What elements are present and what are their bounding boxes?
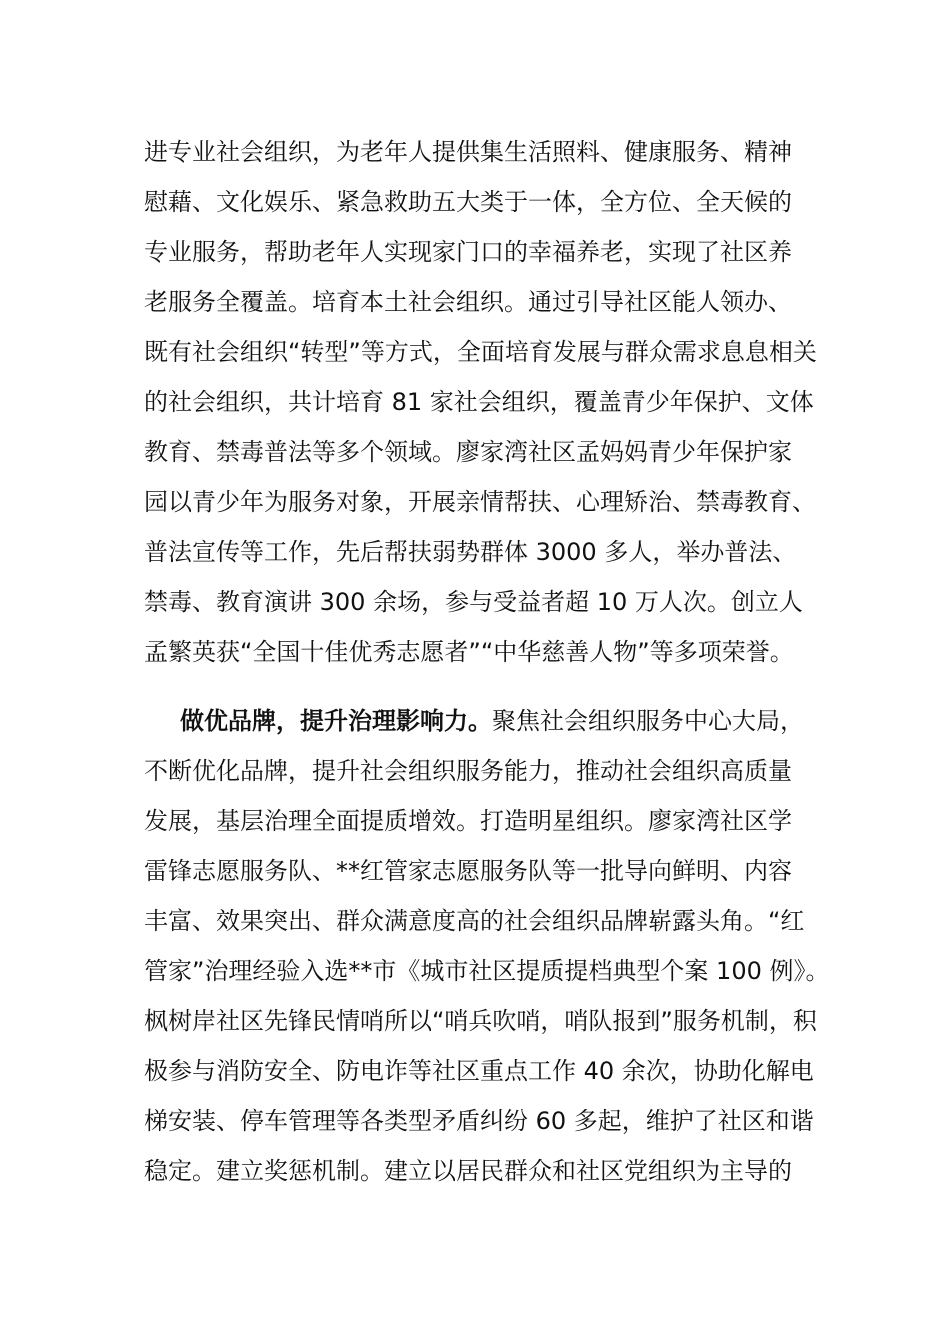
paragraph-1-line-11: 孟繁英获“全国十佳优秀志愿者”“中华慈善人物”等多项荣誉。	[144, 638, 794, 666]
paragraph-2-line-7: 枫树岸社区先锋民情哨所以“哨兵吹哨，哨队报到”服务机制，积	[144, 1007, 817, 1035]
paragraph-2-line-9: 梯安装、停车管理等各类型矛盾纠纷 60 多起，维护了社区和谐	[144, 1107, 814, 1135]
paragraph-1-line-3: 专业服务，帮助老年人实现家门口的幸福养老，实现了社区养	[144, 238, 792, 266]
paragraph-2-line-4: 雷锋志愿服务队、**红管家志愿服务队等一批导向鲜明、内容	[144, 857, 792, 885]
paragraph-1-line-4: 老服务全覆盖。培育本土社会组织。通过引导社区能人领办、	[144, 288, 792, 316]
paragraph-1-line-9: 普法宣传等工作，先后帮扶弱势群体 3000 多人，举办普法、	[144, 538, 797, 566]
paragraph-2-line-6: 管家”治理经验入选**市《城市社区提质提档典型个案 100 例》。	[144, 957, 830, 985]
section-heading: 做优品牌，提升治理影响力。	[180, 707, 492, 735]
paragraph-1-line-5: 既有社会组织“转型”等方式，全面培育发展与群众需求息息相关	[144, 338, 817, 366]
paragraph-2-line-1-text: 聚焦社会组织服务中心大局，	[492, 707, 804, 735]
paragraph-2-line-2: 不断优化品牌，提升社会组织服务能力，推动社会组织高质量	[144, 757, 792, 785]
paragraph-1-line-8: 园以青少年为服务对象，开展亲情帮扶、心理矫治、禁毒教育、	[144, 488, 816, 516]
paragraph-1-line-1: 进专业社会组织，为老年人提供集生活照料、健康服务、精神	[144, 138, 792, 166]
paragraph-1	[144, 127, 824, 677]
paragraph-2	[144, 696, 830, 1196]
paragraph-2-line-10: 稳定。建立奖惩机制。建立以居民群众和社区党组织为主导的	[144, 1157, 792, 1185]
paragraph-2-line-8: 极参与消防安全、防电诈等社区重点工作 40 余次，协助化解电	[144, 1057, 814, 1085]
paragraph-2-line-5: 丰富、效果突出、群众满意度高的社会组织品牌崭露头角。“红	[144, 907, 805, 935]
paragraph-1-line-6: 的社会组织，共计培育 81 家社会组织，覆盖青少年保护、文体	[144, 388, 814, 416]
paragraph-1-line-2: 慰藉、文化娱乐、紧急救助五大类于一体，全方位、全天候的	[144, 188, 792, 216]
paragraph-2-line-3: 发展，基层治理全面提质增效。打造明星组织。廖家湾社区学	[144, 807, 792, 835]
paragraph-2-line-1	[144, 696, 824, 746]
paragraph-1-line-7: 教育、禁毒普法等多个领域。廖家湾社区孟妈妈青少年保护家	[144, 438, 792, 466]
paragraph-1-line-10: 禁毒、教育演讲 300 余场，参与受益者超 10 万人次。创立人	[144, 588, 803, 616]
